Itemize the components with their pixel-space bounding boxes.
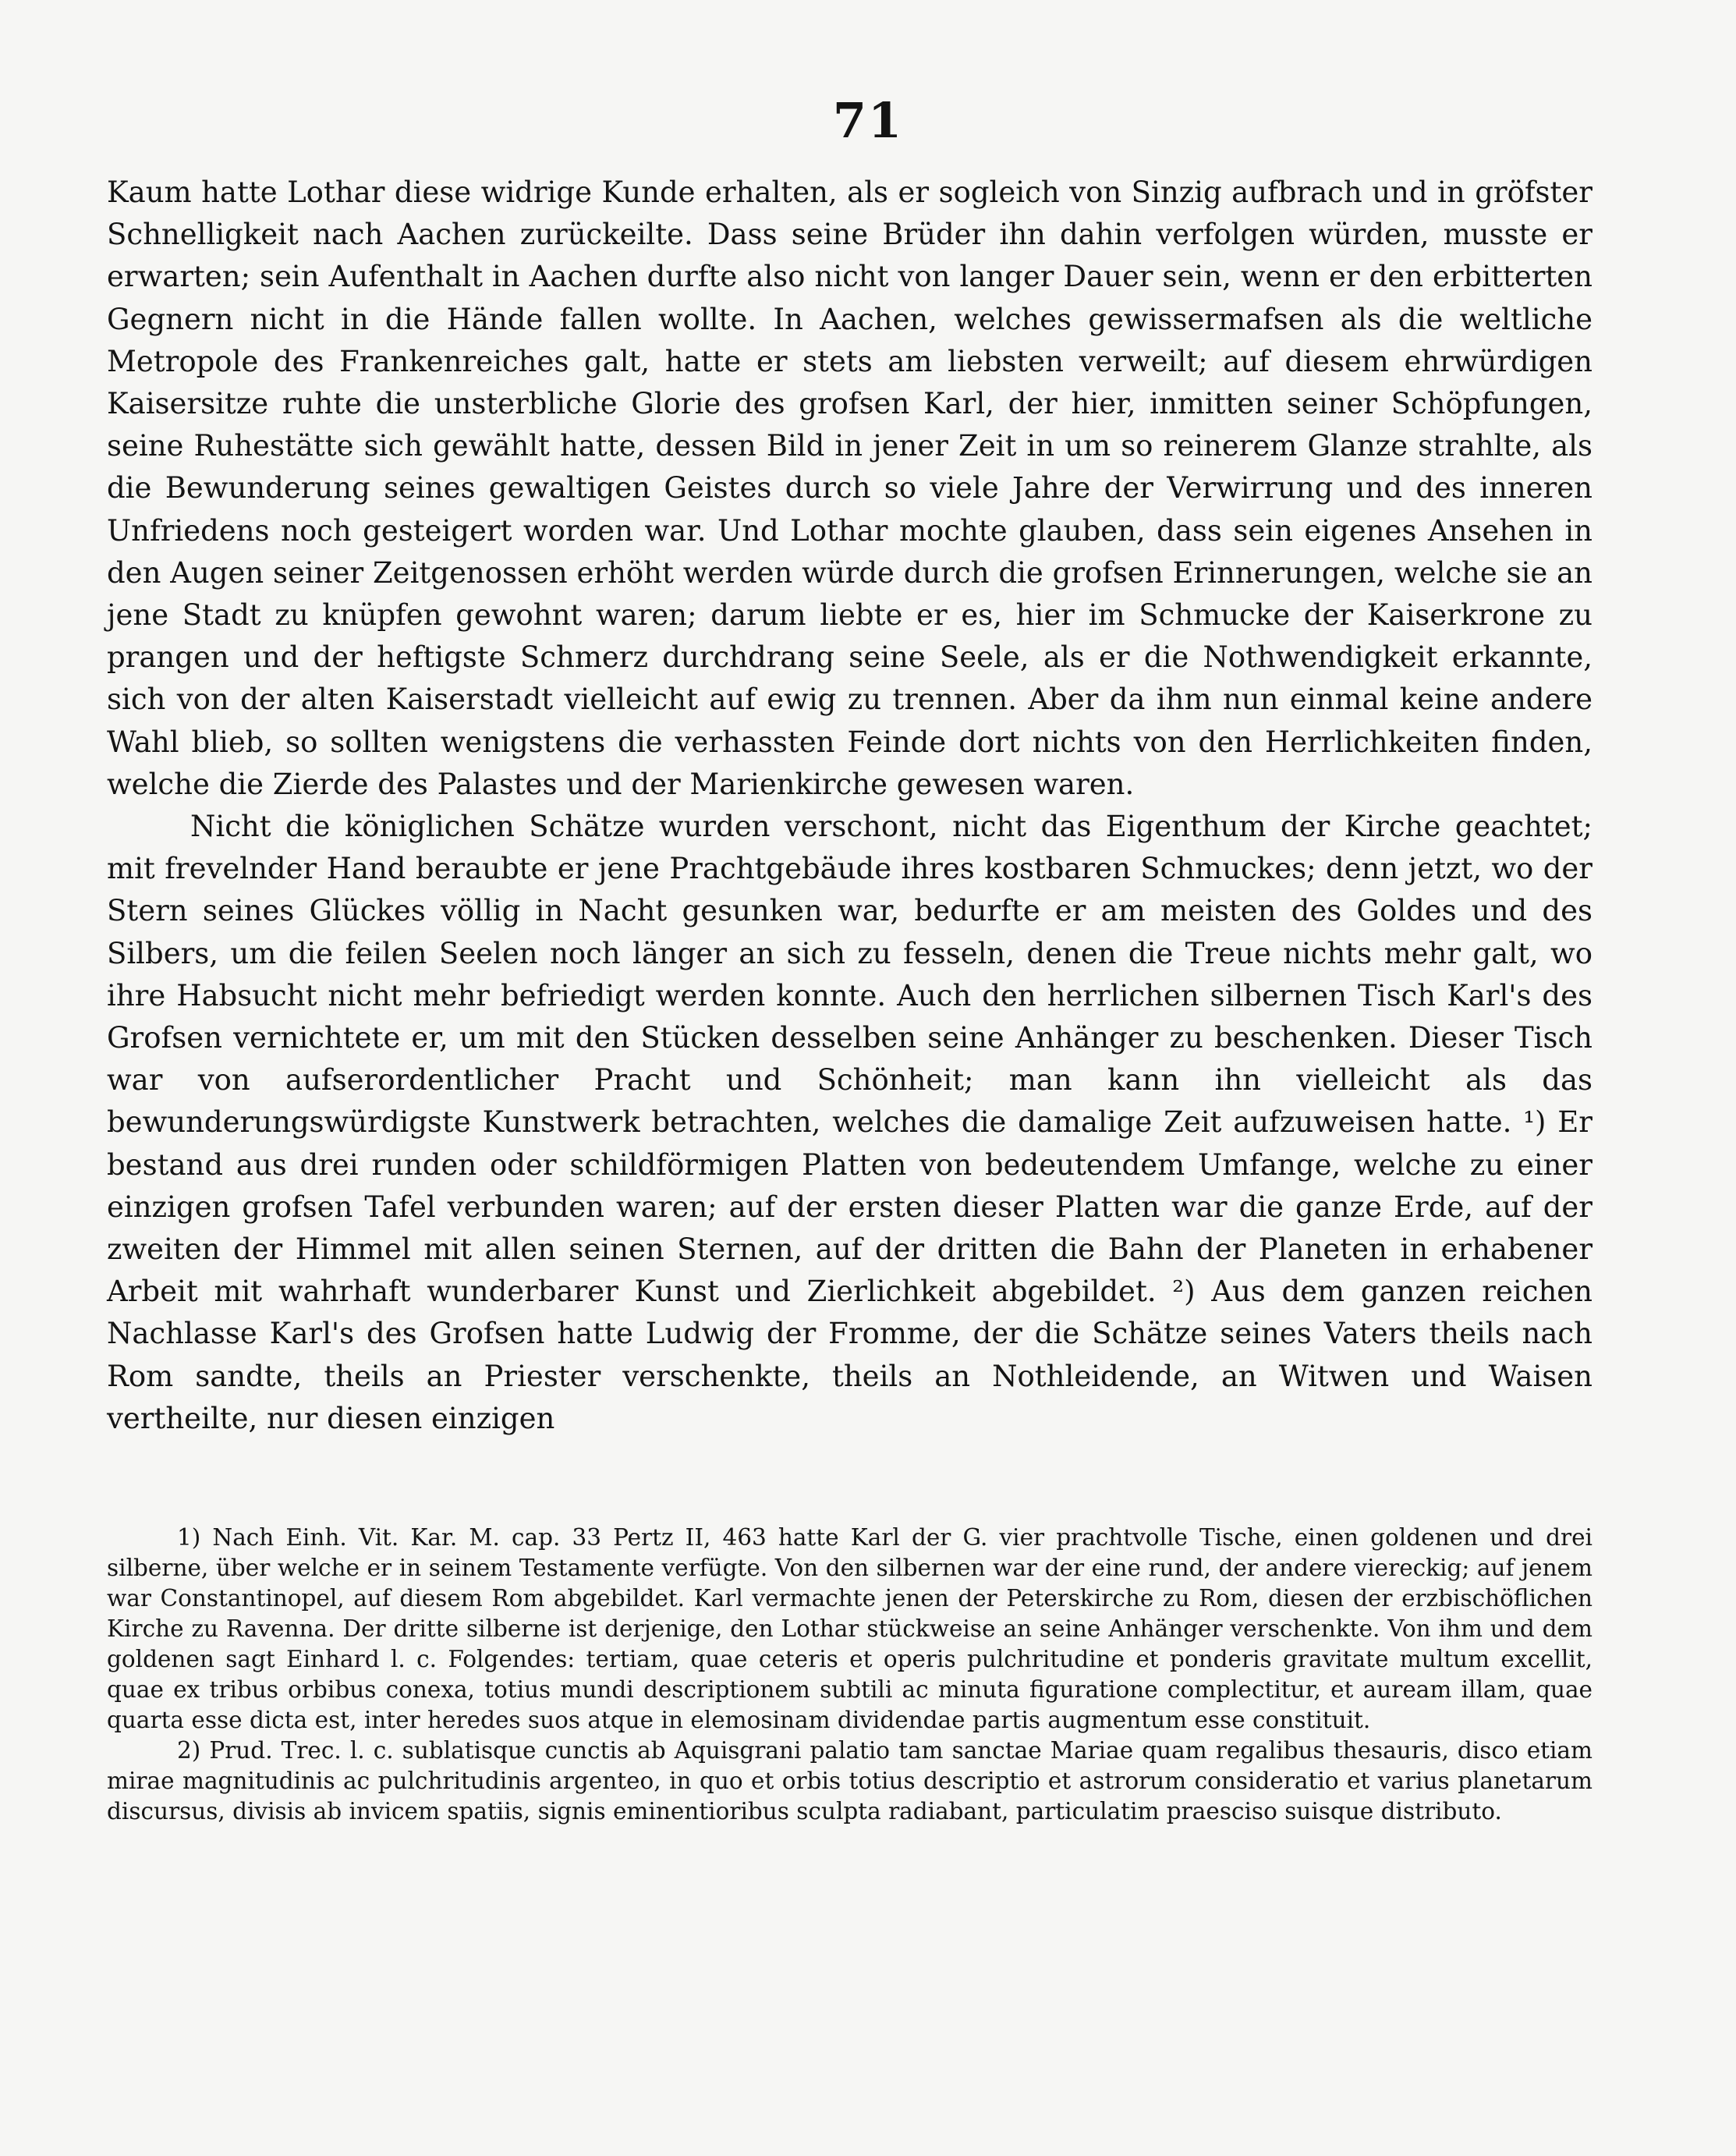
footnotes (107, 1523, 1593, 1827)
body-paragraph: Kaum hatte Lothar diese widrige Kunde erhalten, als er sogleich von Sinzig aufbrach und in gröfster Schnelligkeit nach Aachen zurückeilte. Dass seine Brüder ihn dahin verfolgen würden, musste er erwarten; sein Aufenthalt in Aachen durfte also nicht von langer Dauer sein, wenn er den erbitterten Gegnern nicht in die Hände fallen wollte. In Aachen, welches gewissermafsen als die weltliche Metropole des Frankenreiches galt, hatte er stets am liebsten verweilt; auf diesem ehrwürdigen Kaisersitze ruhte die unsterbliche Glorie des grofsen Karl, der hier, inmitten seiner Schöpfungen, seine Ruhestätte sich gewählt hatte, dessen Bild in jener Zeit in um so reinerem Glanze strahlte, als die Bewunderung seines gewaltigen Geistes durch so viele Jahre der Verwirrung und des inneren Unfriedens noch gesteigert worden war. Und Lothar mochte glauben, dass sein eigenes Ansehen in den Augen seiner Zeitgenossen erhöht werden würde durch die grofsen Erinnerungen, welche sie an jene Stadt zu knüpfen gewohnt waren; darum liebte er es, hier im Schmucke der Kaiserkrone zu prangen und der heftigste Schmerz durchdrang seine Seele, als er die Nothwendigkeit erkannte, sich von der alten Kaiserstadt vielleicht auf ewig zu trennen. Aber da ihm nun einmal keine andere Wahl blieb, so sollten wenigstens die verhassten Feinde dort nichts von den Herrlichkeiten finden, welche die Zierde des Palastes und der Marienkirche gewesen waren. (107, 176, 1593, 801)
footnote-text: Prud. Trec. l. c. sublatisque cunctis ab Aquisgrani palatio tam sanctae Mariae quam regalibus thesauris, disco etiam mirae magnitudinis ac pulchritudinis argenteo, in quo et orbis totius descriptio et astrorum consideratio et varius planetarum discursus, divisis ab invicem spatiis, signis eminentioribus sculpta radiabant, particulatim praesciso suisque distributo. (107, 1737, 1593, 1824)
footnote-text: Nach Einh. Vit. Kar. M. cap. 33 Pertz II, 463 hatte Karl der G. vier prachtvolle Tische, einen goldenen und drei silberne, über welche er in seinem Testamente verfügte. Von den silbernen war der eine rund, der andere viereckig; auf jenem war Constantinopel, auf diesem Rom abgebildet. Karl vermachte jenen der Peterskirche zu Rom, diesen der erzbischöflichen Kirche zu Ravenna. Der dritte silberne ist derjenige, den Lothar stückweise an seine Anhänger verschenkte. Von ihm und dem goldenen sagt Einhard l. c. Folgendes: tertiam, quae ceteris et operis pulchritudine et ponderis gravitate multum excellit, quae ex tribus orbibus conexa, totius mundi descriptionem subtili ac minuta figuratione complectitur, et auream illam, quae quarta esse dicta est, inter heredes suos atque in elemosinam dividendae partis augmentum esse constituit. (107, 1524, 1593, 1733)
footnote-label: 1) (177, 1524, 201, 1551)
body-paragraph: Nicht die königlichen Schätze wurden verschont, nicht das Eigenthum der Kirche geachtet; mit frevelnder Hand beraubte er jene Prachtgebäude ihres kostbaren Schmuckes; denn jetzt, wo der Stern seines Glückes völlig in Nacht gesunken war, bedurfte er am meisten des Goldes und des Silbers, um die feilen Seelen noch länger an sich zu fesseln, denen die Treue nichts mehr galt, wo ihre Habsucht nicht mehr befriedigt werden konnte. Auch den herrlichen silbernen Tisch Karl's des Grofsen vernichtete er, um mit den Stücken desselben seine Anhänger zu beschenken. Dieser Tisch war von aufserordentlicher Pracht und Schönheit; man kann ihn vielleicht als das bewunderungswürdigste Kunstwerk betrachten, welches die damalige Zeit aufzuweisen hatte. ¹) Er bestand aus drei runden oder schildförmigen Platten von bedeutendem Umfange, welche zu einer einzigen grofsen Tafel verbunden waren; auf der ersten dieser Platten war die ganze Erde, auf der zweiten der Himmel mit allen seinen Sternen, auf der dritten die Bahn der Planeten in erhabener Arbeit mit wahrhaft wunderbarer Kunst und Zierlichkeit abgebildet. ²) Aus dem ganzen reichen Nachlasse Karl's des Grofsen hatte Ludwig der Fromme, der die Schätze seines Vaters theils nach Rom sandte, theils an Priester verschenkte, theils an Nothleidende, an Witwen und Waisen vertheilte, nur diesen einzigen (107, 810, 1593, 1435)
page-number: 71 (832, 92, 904, 149)
footnote (107, 1736, 1593, 1827)
footnote-label: 2) (177, 1737, 201, 1764)
footnote (107, 1523, 1593, 1736)
main-text (107, 172, 1593, 1440)
